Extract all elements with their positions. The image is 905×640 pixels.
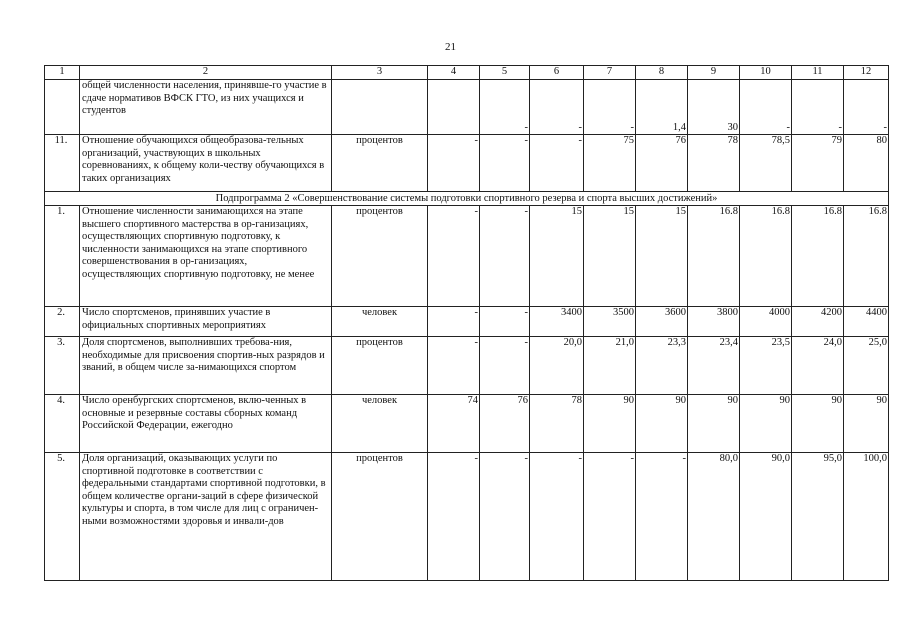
column-number: 11 xyxy=(792,66,844,80)
table-row xyxy=(45,337,889,395)
subprogram-title: Подпрограмма 2 «Совершенствование системы подготовки спортивного резерва и спорта высших достижений» xyxy=(45,192,889,206)
table-row xyxy=(45,135,889,192)
value-cell: - xyxy=(740,80,792,135)
column-number: 1 xyxy=(45,66,80,80)
value-cell: 25,0 xyxy=(844,337,889,395)
table-row xyxy=(45,206,889,307)
value-cell: 21,0 xyxy=(584,337,636,395)
indicator-name: Число спортсменов, принявших участие в официальных спортивных мероприятиях xyxy=(80,307,332,337)
column-number-row xyxy=(45,66,889,80)
value-cell: 1,4 xyxy=(636,80,688,135)
row-number: 3. xyxy=(45,337,80,395)
value-cell: 16.8 xyxy=(792,206,844,307)
value-cell: - xyxy=(480,307,530,337)
value-cell: 3600 xyxy=(636,307,688,337)
row-number: 2. xyxy=(45,307,80,337)
indicator-name: Число оренбургских спортсменов, вклю-ченных в основные и резервные составы сборных команд Российской Федерации, ежегодно xyxy=(80,395,332,453)
row-number: 1. xyxy=(45,206,80,307)
table-row xyxy=(45,80,889,135)
value-cell: - xyxy=(428,135,480,192)
value-cell: 15 xyxy=(530,206,584,307)
value-cell: 23,3 xyxy=(636,337,688,395)
value-cell: 24,0 xyxy=(792,337,844,395)
row-number xyxy=(45,80,80,135)
value-cell: - xyxy=(428,337,480,395)
unit: процентов xyxy=(332,453,428,581)
value-cell: 90 xyxy=(844,395,889,453)
column-number: 3 xyxy=(332,66,428,80)
table-row xyxy=(45,395,889,453)
value-cell: 3800 xyxy=(688,307,740,337)
table-row xyxy=(45,307,889,337)
column-number: 12 xyxy=(844,66,889,80)
value-cell: 16.8 xyxy=(740,206,792,307)
value-cell: 23,5 xyxy=(740,337,792,395)
unit: процентов xyxy=(332,135,428,192)
value-cell: 15 xyxy=(636,206,688,307)
value-cell: 95,0 xyxy=(792,453,844,581)
value-cell: 78 xyxy=(530,395,584,453)
indicator-name: общей численности населения, принявше-го участие в сдаче нормативов ВФСК ГТО, из них учащихся и студентов xyxy=(80,80,332,135)
unit: процентов xyxy=(332,337,428,395)
value-cell: - xyxy=(792,80,844,135)
value-cell: 76 xyxy=(480,395,530,453)
column-number: 6 xyxy=(530,66,584,80)
value-cell: - xyxy=(480,337,530,395)
value-cell: - xyxy=(480,453,530,581)
value-cell: - xyxy=(584,453,636,581)
value-cell: 79 xyxy=(792,135,844,192)
column-number: 4 xyxy=(428,66,480,80)
indicator-name: Отношение численности занимающихся на этапе высшего спортивного мастерства в ор-ганизациях, осуществляющих спортивную подготовку, к численности занимающихся на этапе спортивного совершенствования в ор-ганизациях, осуществляющих спортивную подготовку, не менее xyxy=(80,206,332,307)
value-cell: 23,4 xyxy=(688,337,740,395)
unit xyxy=(332,80,428,135)
value-cell: 4400 xyxy=(844,307,889,337)
value-cell: 15 xyxy=(584,206,636,307)
row-number: 5. xyxy=(45,453,80,581)
value-cell: 90 xyxy=(740,395,792,453)
column-number: 2 xyxy=(80,66,332,80)
column-number: 5 xyxy=(480,66,530,80)
column-number: 8 xyxy=(636,66,688,80)
table-row xyxy=(45,453,889,581)
unit: человек xyxy=(332,307,428,337)
value-cell: - xyxy=(636,453,688,581)
value-cell: 90 xyxy=(792,395,844,453)
value-cell: 90,0 xyxy=(740,453,792,581)
value-cell: 30 xyxy=(688,80,740,135)
value-cell: 74 xyxy=(428,395,480,453)
value-cell: - xyxy=(480,135,530,192)
value-cell: 80,0 xyxy=(688,453,740,581)
column-number: 9 xyxy=(688,66,740,80)
value-cell: 75 xyxy=(584,135,636,192)
value-cell: - xyxy=(428,206,480,307)
row-number: 4. xyxy=(45,395,80,453)
value-cell: - xyxy=(584,80,636,135)
value-cell: 20,0 xyxy=(530,337,584,395)
value-cell: 90 xyxy=(636,395,688,453)
column-number: 10 xyxy=(740,66,792,80)
value-cell: - xyxy=(530,80,584,135)
value-cell: 16.8 xyxy=(844,206,889,307)
value-cell: - xyxy=(480,206,530,307)
unit: процентов xyxy=(332,206,428,307)
value-cell: - xyxy=(428,453,480,581)
value-cell: 90 xyxy=(584,395,636,453)
value-cell: 78,5 xyxy=(740,135,792,192)
value-cell: 78 xyxy=(688,135,740,192)
value-cell: 4000 xyxy=(740,307,792,337)
unit: человек xyxy=(332,395,428,453)
page-number: 21 xyxy=(445,41,456,53)
indicator-name: Отношение обучающихся общеобразова-тельных организаций, участвующих в школьных соревнованиях, к общему коли-честву обучающихся в таких организациях xyxy=(80,135,332,192)
indicators-table xyxy=(44,65,889,581)
value-cell: - xyxy=(480,80,530,135)
indicator-name: Доля организаций, оказывающих услуги по спортивной подготовке в соответствии с федеральными стандартами спортивной подготовки, в общем количестве органи-заций в сфере физической культуры и спорта, в том числе для лиц с ограничен-ными возможностями здоровья и инвали-дов xyxy=(80,453,332,581)
value-cell: 3500 xyxy=(584,307,636,337)
value-cell: 16.8 xyxy=(688,206,740,307)
column-number: 7 xyxy=(584,66,636,80)
indicator-name: Доля спортсменов, выполнивших требова-ния, необходимые для присвоения спортив-ных разрядов и званий, в общем числе за-нимающихся спортом xyxy=(80,337,332,395)
row-number: 11. xyxy=(45,135,80,192)
value-cell: 80 xyxy=(844,135,889,192)
value-cell: - xyxy=(530,453,584,581)
value-cell: 3400 xyxy=(530,307,584,337)
value-cell: - xyxy=(844,80,889,135)
value-cell: 76 xyxy=(636,135,688,192)
value-cell: 100,0 xyxy=(844,453,889,581)
subprogram-row xyxy=(45,192,889,206)
value-cell: 90 xyxy=(688,395,740,453)
value-cell: - xyxy=(428,307,480,337)
value-cell: 4200 xyxy=(792,307,844,337)
value-cell xyxy=(428,80,480,135)
value-cell: - xyxy=(530,135,584,192)
